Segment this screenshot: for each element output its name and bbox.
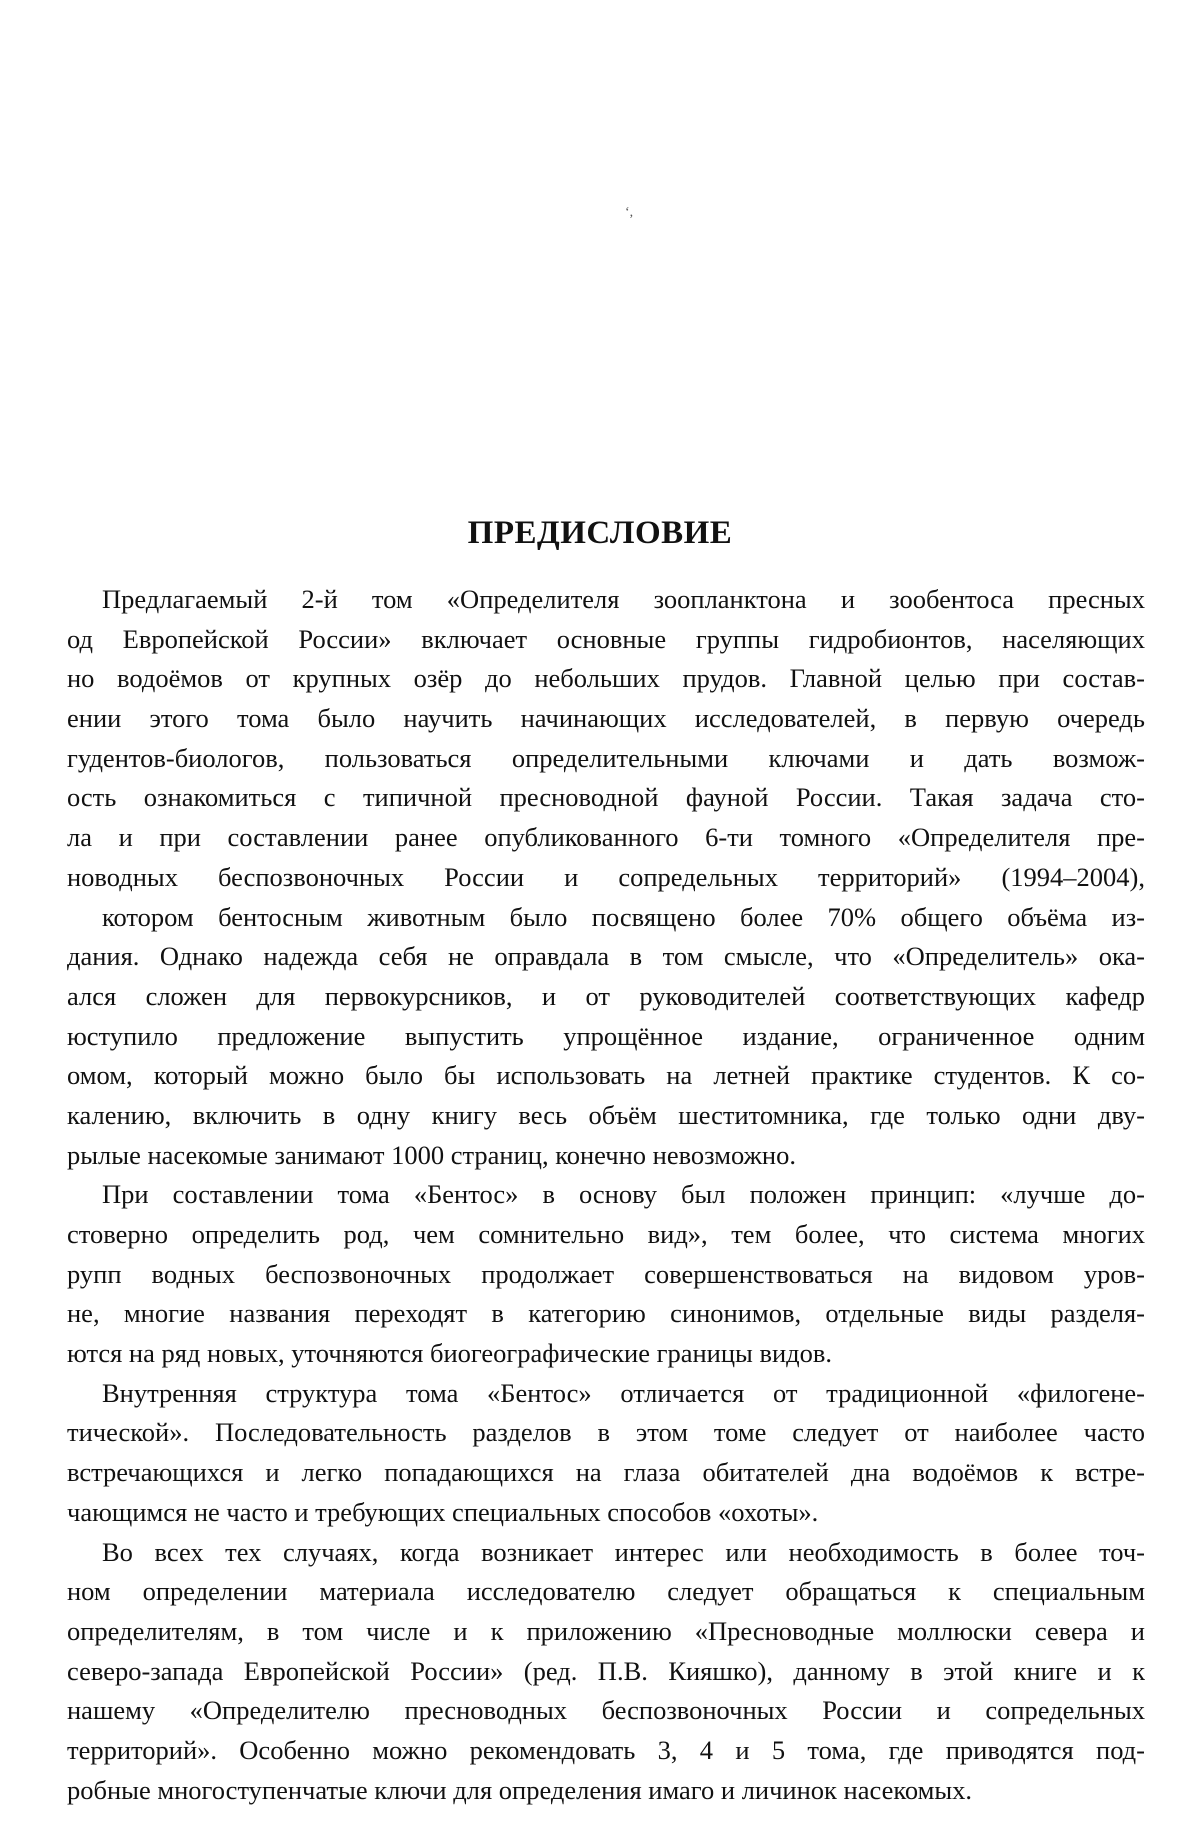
text-line: стоверно определить род, чем сомнительно вид», тем более, что система многих [67, 1219, 1145, 1249]
text-line: од Европейской России» включает основные группы гидробионтов, населяющих [67, 623, 1145, 654]
text-line: При составлении тома «Бентос» в основу был положен принцип: «лучше до- [102, 1179, 1145, 1210]
text-line: встречающихся и легко попадающихся на глаза обитателей дна водоёмов к встре- [67, 1457, 1145, 1488]
text-line: омом, который можно было бы использовать на летней практике студентов. К со- [67, 1060, 1145, 1091]
text-line: ла и при составлении ранее опубликованного 6-ти томного «Определителя пре- [67, 822, 1145, 853]
text-line: новодных беспозвоночных России и сопредельных территорий» (1994–2004), [67, 861, 1145, 892]
scan-speck: ʻ, [625, 205, 634, 220]
text-line: определителям, в том числе и к приложению «Пресноводные моллюски севера и [67, 1615, 1145, 1646]
text-line: рылые насекомые занимают 1000 страниц, конечно невозможно. [67, 1139, 796, 1170]
text-line: ался сложен для первокурсников, и от руководителей соответствующих кафедр [67, 980, 1145, 1011]
text-line: но водоёмов от крупных озёр до небольших прудов. Главной целью при состав- [67, 663, 1145, 694]
page-title: ПРЕДИСЛОВИЕ [467, 515, 733, 551]
preface-body [67, 580, 1145, 1810]
text-line: не, многие названия переходят в категорию синонимов, отдельные виды разделя- [67, 1298, 1145, 1329]
text-line: рупп водных беспозвоночных продолжает совершенствоваться на видовом уров- [67, 1258, 1145, 1289]
text-line: северо-запада Европейской России» (ред. П.В. Кияшко), данному в этой книге и к [67, 1655, 1145, 1686]
text-line: дания. Однако надежда себя не оправдала в том смысле, что «Определитель» ока- [67, 941, 1145, 972]
text-line: чающимся не часто и требующих специальных способов «охоты». [67, 1496, 819, 1527]
text-line: гудентов-биологов, пользоваться определительными ключами и дать возмож- [67, 742, 1145, 773]
text-line: ость ознакомиться с типичной пресноводной фауной России. Такая задача сто- [67, 782, 1145, 813]
text-line: ении этого тома было научить начинающих исследователей, в первую очередь [67, 703, 1145, 734]
text-line: калению, включить в одну книгу весь объём шеститомника, где только одни дву- [67, 1099, 1145, 1130]
text-line: ном определении материала исследователю следует обращаться к специальным [67, 1576, 1145, 1607]
text-line: юступило предложение выпустить упрощённое издание, ограниченное одним [67, 1020, 1145, 1051]
text-line: Внутренняя структура тома «Бентос» отличается от традиционной «филогене- [102, 1377, 1145, 1408]
text-line: территорий». Особенно можно рекомендовать 3, 4 и 5 тома, где приводятся под- [67, 1734, 1145, 1765]
text-line: тической». Последовательность разделов в этом томе следует от наиболее часто [67, 1417, 1145, 1448]
text-line: нашему «Определителю пресноводных беспозвоночных России и сопредельных [67, 1695, 1145, 1726]
text-line: Предлагаемый 2-й том «Определителя зоопланктона и зообентоса пресных [102, 584, 1145, 614]
text-line: ются на ряд новых, уточняются биогеографические границы видов. [67, 1338, 833, 1369]
text-line: котором бентосным животным было посвящено более 70% общего объёма из- [102, 901, 1145, 932]
text-line: робные многоступенчатые ключи для определения имаго и личинок насекомых. [67, 1774, 973, 1805]
text-line: Во всех тех случаях, когда возникает интерес или необходимость в более точ- [102, 1536, 1145, 1567]
